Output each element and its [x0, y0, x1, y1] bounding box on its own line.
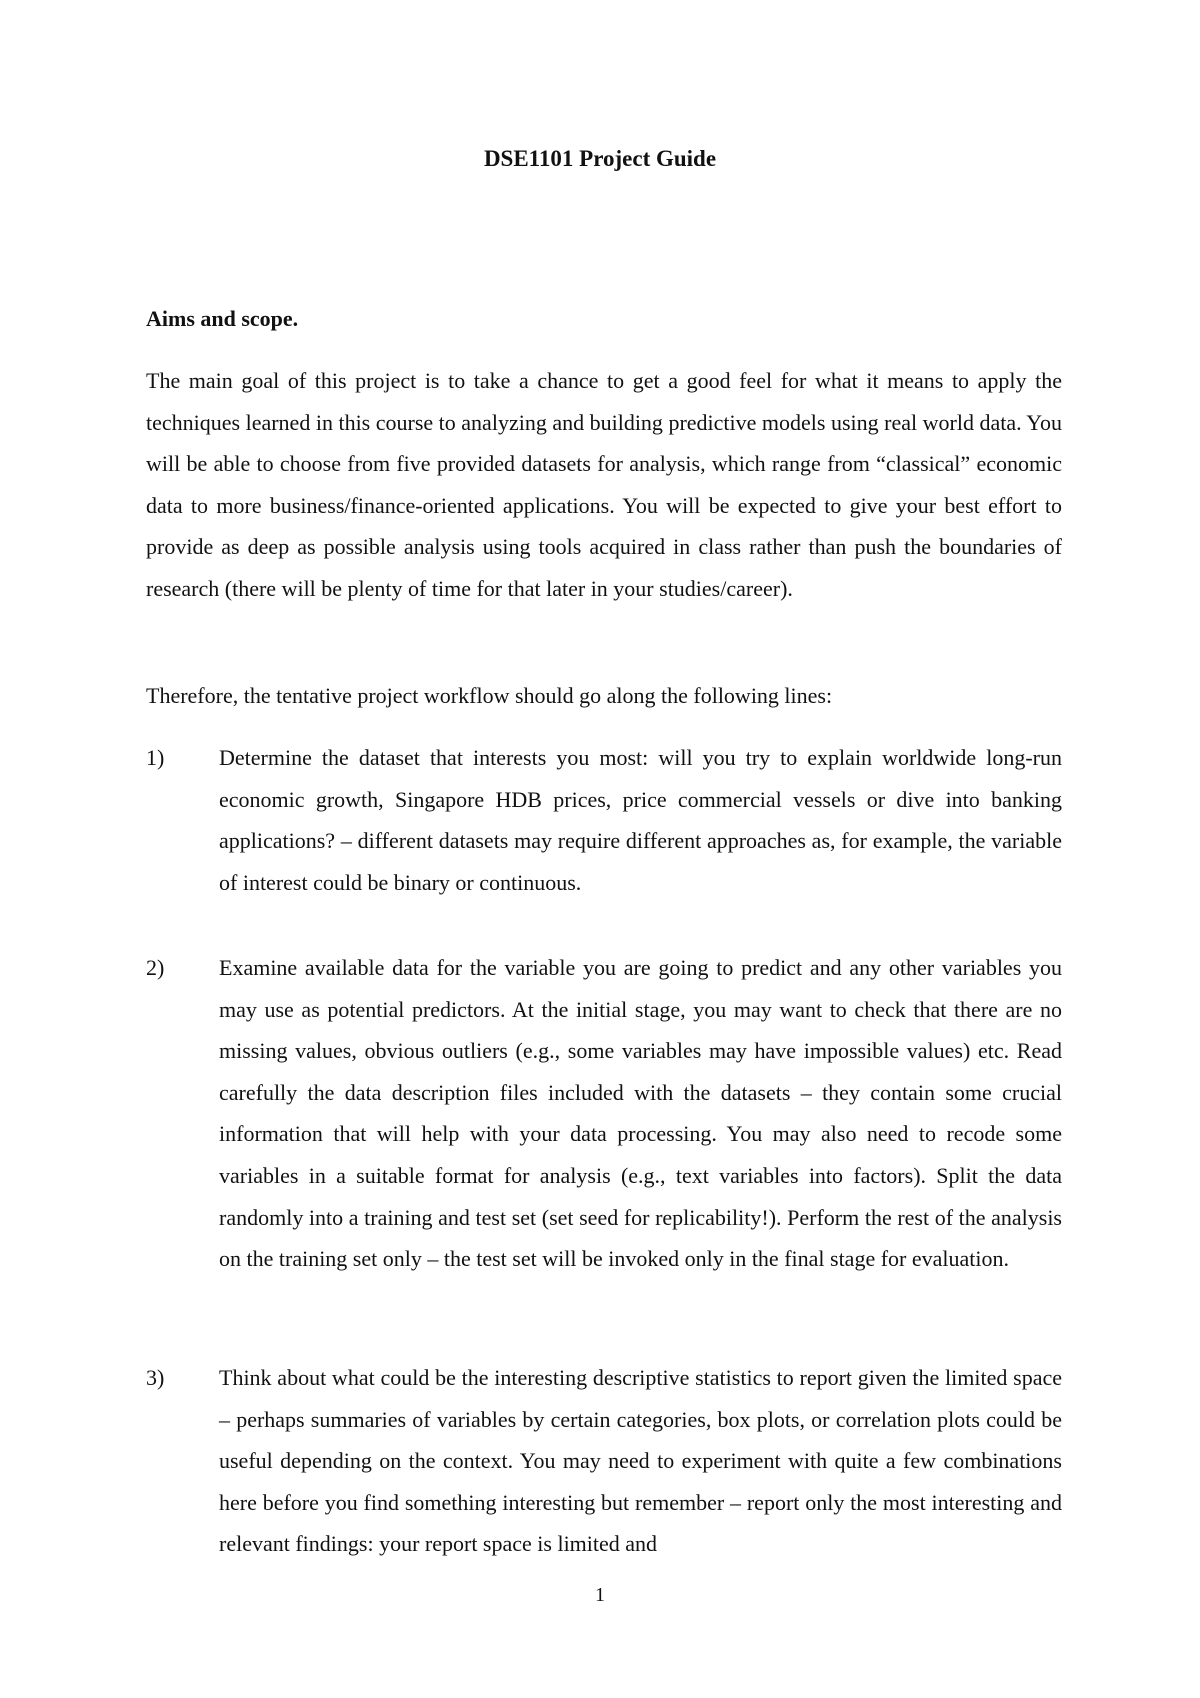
step-number: 1): [146, 745, 165, 770]
step-text: Examine available data for the variable you are going to predict and any other variables you may use as potential predictors. At the initial stage, you may want to check that there are no missing values, obvious outliers (e.g., some variables may have impossible values) etc. Read carefully the data description files included with the datasets – they contain some crucial information that will help with your data processing. You may also need to recode some variables in a suitable format for analysis (e.g., text variables into factors). Split the data randomly into a training and test set (set seed for replicability!). Perform the rest of the analysis on the training set only – the test set will be invoked only in the final stage for evaluation.: [219, 955, 1062, 1272]
step-number: 2): [146, 955, 165, 980]
workflow-step-3: [146, 1357, 1062, 1565]
intro-paragraph: The main goal of this project is to take a chance to get a good feel for what it means to apply the techniques learned in this course to analyzing and building predictive models using real world data. You will be able to choose from five provided datasets for analysis, which range from “classical” economic data to more business/finance-oriented applications. You will be expected to give your best effort to provide as deep as possible analysis using tools acquired in class rather than push the boundaries of research (there will be plenty of time for that later in your studies/career).: [146, 368, 1062, 601]
page-number: 1: [595, 1584, 605, 1606]
workflow-step-2: [146, 947, 1062, 1280]
workflow-step-1: [146, 737, 1062, 903]
workflow-intro-paragraph: Therefore, the tentative project workflow should go along the following lines:: [146, 683, 833, 708]
step-number: 3): [146, 1365, 165, 1390]
document-title: DSE1101 Project Guide: [483, 146, 717, 171]
step-text: Determine the dataset that interests you most: will you try to explain worldwide long-run economic growth, Singapore HDB prices, price commercial vessels or dive into banking applications? – different datasets may require different approaches as, for example, the variable of interest could be binary or continuous.: [219, 745, 1062, 895]
section-heading-aims: Aims and scope.: [146, 306, 299, 331]
step-text: Think about what could be the interesting descriptive statistics to report given the limited space – perhaps summaries of variables by certain categories, box plots, or correlation plots could be useful depending on the context. You may need to experiment with quite a few combinations here before you find something interesting but remember – report only the most interesting and relevant findings: your report space is limited and: [219, 1365, 1062, 1557]
